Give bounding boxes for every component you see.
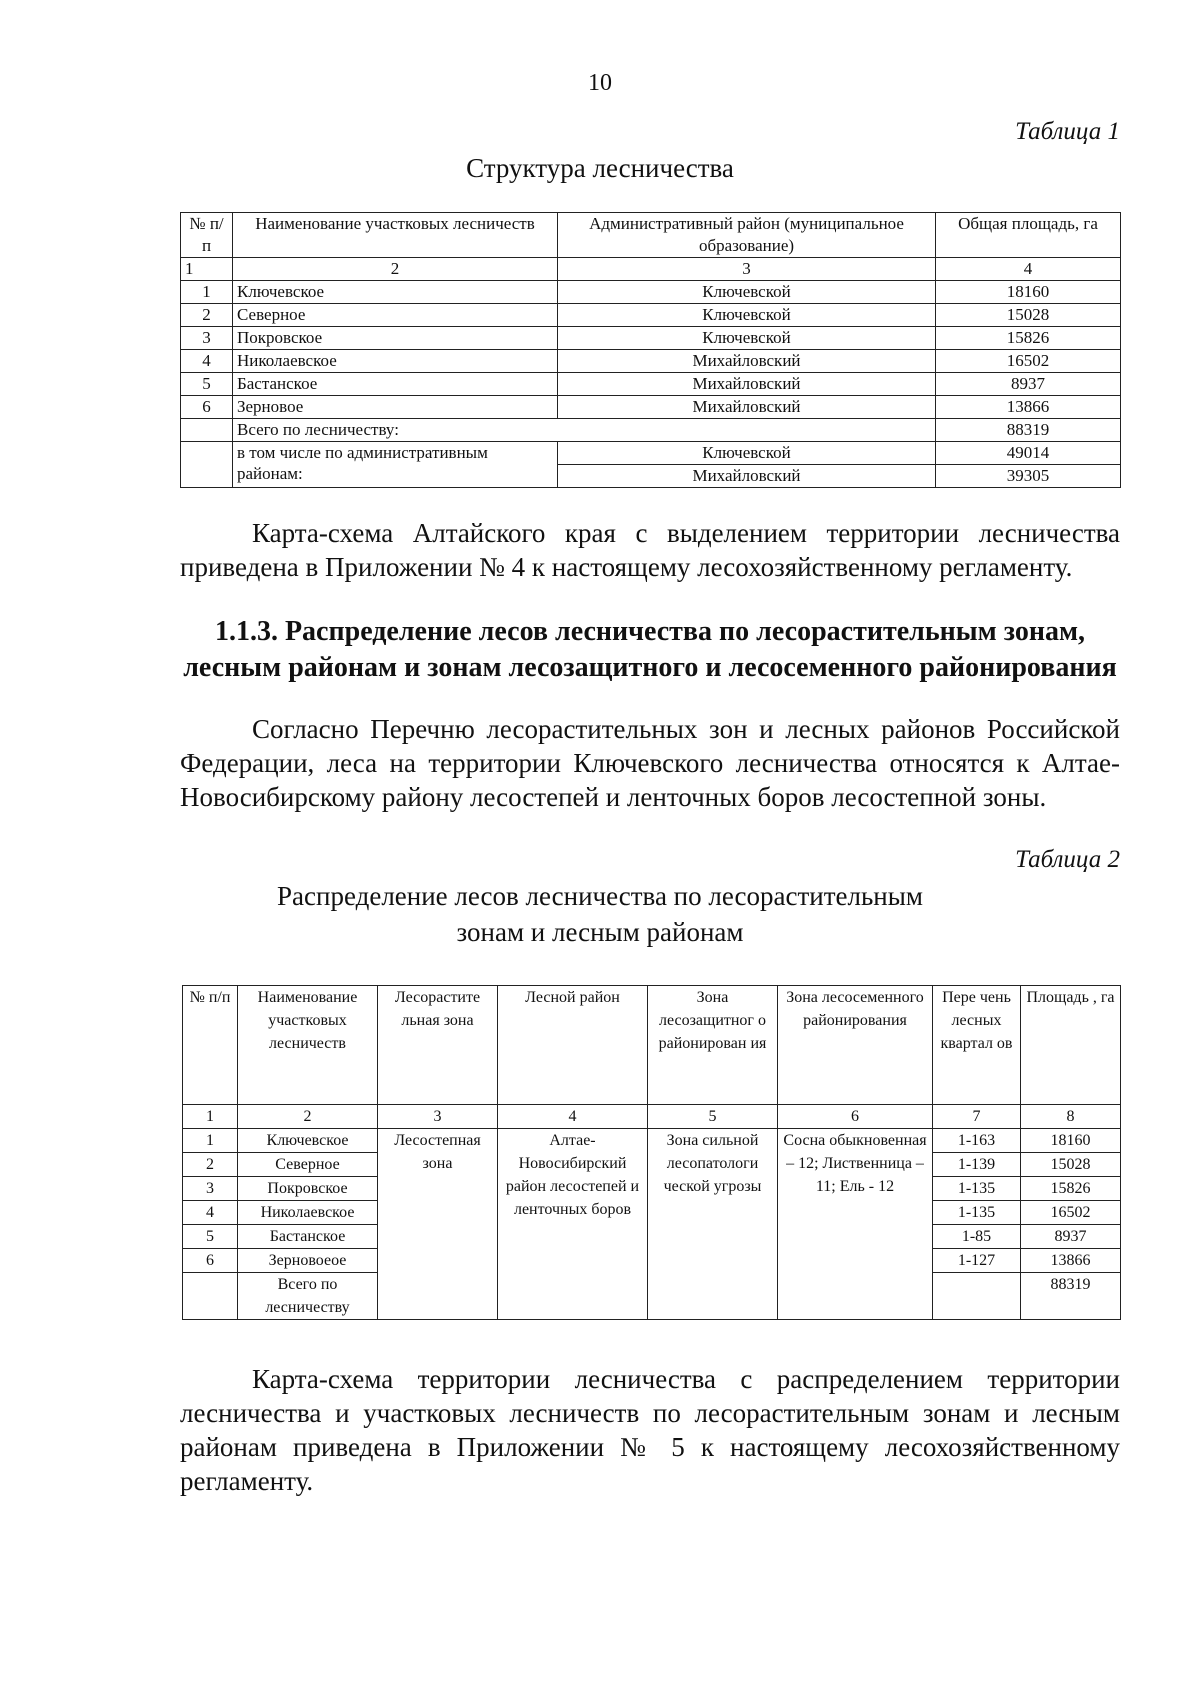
area-value: 13866 [1021,1249,1121,1273]
header-number: 2 [233,258,558,281]
district-name: Ключевской [558,442,936,465]
forest-district-cell: Алтае-Новосибирский район лесостепей и ленточных боров [498,1129,648,1320]
table-row [181,350,1121,373]
table-header-row [181,213,1121,258]
forestry-name: Ключевское [238,1129,378,1153]
total-value: 88319 [936,419,1121,442]
table1-label: Таблица 1 [1015,118,1120,145]
total-value: 88319 [1021,1273,1121,1320]
header-cell: Наименование участковых лесничеств [233,213,558,258]
table-row [181,373,1121,396]
table2-title-line1: Распределение лесов лесничества по лесорастительным [277,881,923,911]
area-value: 15826 [1021,1177,1121,1201]
header-cell: Общая площадь, га [936,213,1121,258]
row-number: 3 [183,1177,238,1201]
empty-cell [933,1273,1021,1320]
row-number: 1 [183,1129,238,1153]
forestry-name: Зерновоеое [238,1249,378,1273]
area-value: 13866 [936,396,1121,419]
total-label: Всего по лесничеству: [233,419,936,442]
header-cell: Площадь , га [1021,986,1121,1105]
breakdown-row [181,442,1121,465]
table-row [181,281,1121,304]
table2-title-line2: зонам и лесным районам [456,917,744,947]
forestry-name: Покровское [233,327,558,350]
header-cell: № п/п [183,986,238,1105]
forestry-name: Бастанское [238,1225,378,1249]
row-number: 2 [183,1153,238,1177]
header-cell: Пере чень лесных квартал ов [933,986,1021,1105]
area-value: 15028 [936,304,1121,327]
header-cell: Лесной район [498,986,648,1105]
seed-zone-cell: Сосна обыкновенная – 12; Лиственница – 11; Ель - 12 [778,1129,933,1320]
header-number: 2 [238,1105,378,1129]
row-number: 4 [181,350,233,373]
table-row [181,396,1121,419]
forestry-name: Николаевское [238,1201,378,1225]
header-number: 5 [648,1105,778,1129]
district-name: Михайловский [558,350,936,373]
area-value: 8937 [936,373,1121,396]
header-cell: Зона лесосеменного районирования [778,986,933,1105]
total-label: Всего по лесничеству [238,1273,378,1320]
row-number: 6 [183,1249,238,1273]
forestry-name: Покровское [238,1177,378,1201]
row-number: 2 [181,304,233,327]
area-value: 16502 [936,350,1121,373]
forestry-name: Зерновое [233,396,558,419]
quarters-list: 1-85 [933,1225,1021,1249]
row-number: 1 [181,281,233,304]
quarters-list: 1-163 [933,1129,1021,1153]
area-value: 16502 [1021,1201,1121,1225]
row-number: 5 [183,1225,238,1249]
area-value: 18160 [936,281,1121,304]
page-number: 10 [588,70,612,96]
area-value: 18160 [1021,1129,1121,1153]
protection-zone-cell: Зона сильной лесопатологи ческой угрозы [648,1129,778,1320]
row-number: 6 [181,396,233,419]
breakdown-label: в том числе по административным районам: [233,442,558,488]
paragraph-map-reference: Карта-схема Алтайского края с выделением территории лесничества приведена в Приложении № 4 к настоящему лесохозяйственному регламенту. [180,518,1120,582]
table-row [181,327,1121,350]
row-number: 4 [183,1201,238,1225]
table-forestry-structure [180,212,1121,488]
district-name: Михайловский [558,373,936,396]
table1-title: Структура лесничества [466,153,734,183]
header-cell: Административный район (муниципальное образование) [558,213,936,258]
table-row [181,304,1121,327]
district-name: Михайловский [558,465,936,488]
header-number: 4 [498,1105,648,1129]
forestry-name: Ключевское [233,281,558,304]
area-value: 8937 [1021,1225,1121,1249]
forestry-name: Николаевское [233,350,558,373]
header-cell: Зона лесозащитног о районирован ия [648,986,778,1105]
header-number: 4 [936,258,1121,281]
empty-cell [181,419,233,442]
quarters-list: 1-135 [933,1177,1021,1201]
total-row [181,419,1121,442]
header-numbers-row [183,1105,1121,1129]
quarters-list: 1-139 [933,1153,1021,1177]
forest-zone-cell: Лесостепная зона [378,1129,498,1320]
area-value: 15826 [936,327,1121,350]
table-row [183,1129,1121,1153]
header-cell: № п/п [181,213,233,258]
header-number: 3 [378,1105,498,1129]
forestry-name: Северное [233,304,558,327]
section-heading: 1.1.3. Распределение лесов лесничества по лесорастительным зонам, лесным районам и зонам лесозащитного и лесосеменного районирования [183,616,1117,683]
area-value: 39305 [936,465,1121,488]
header-number: 1 [181,258,233,281]
district-name: Ключевской [558,281,936,304]
header-numbers-row [181,258,1121,281]
district-name: Михайловский [558,396,936,419]
header-number: 8 [1021,1105,1121,1129]
header-number: 6 [778,1105,933,1129]
header-number: 1 [183,1105,238,1129]
header-number: 7 [933,1105,1021,1129]
empty-cell [183,1273,238,1320]
area-value: 49014 [936,442,1121,465]
header-cell: Лесорастите льная зона [378,986,498,1105]
row-number: 3 [181,327,233,350]
forestry-name: Бастанское [233,373,558,396]
quarters-list: 1-127 [933,1249,1021,1273]
forestry-name: Северное [238,1153,378,1177]
empty-cell [181,442,233,488]
row-number: 5 [181,373,233,396]
table2-label: Таблица 2 [1015,846,1120,873]
table-header-row [183,986,1121,1105]
area-value: 15028 [1021,1153,1121,1177]
header-number: 3 [558,258,936,281]
paragraph-map-appendix: Карта-схема территории лесничества с распределением территории лесничества и участковых лесничеств по лесорастительным зонам и лесным районам приведена в Приложении № 5 к настоящему лесохозяйственному регламенту. [180,1364,1120,1496]
quarters-list: 1-135 [933,1201,1021,1225]
header-cell: Наименование участковых лесничеств [238,986,378,1105]
district-name: Ключевской [558,304,936,327]
district-name: Ключевской [558,327,936,350]
table-forest-zones [182,985,1121,1320]
paragraph-zone-description: Согласно Перечню лесорастительных зон и лесных районов Российской Федерации, леса на территории Ключевского лесничества относятся к Алтае-Новосибирскому району лесостепей и ленточных боров лесостепной зоны. [180,714,1120,812]
